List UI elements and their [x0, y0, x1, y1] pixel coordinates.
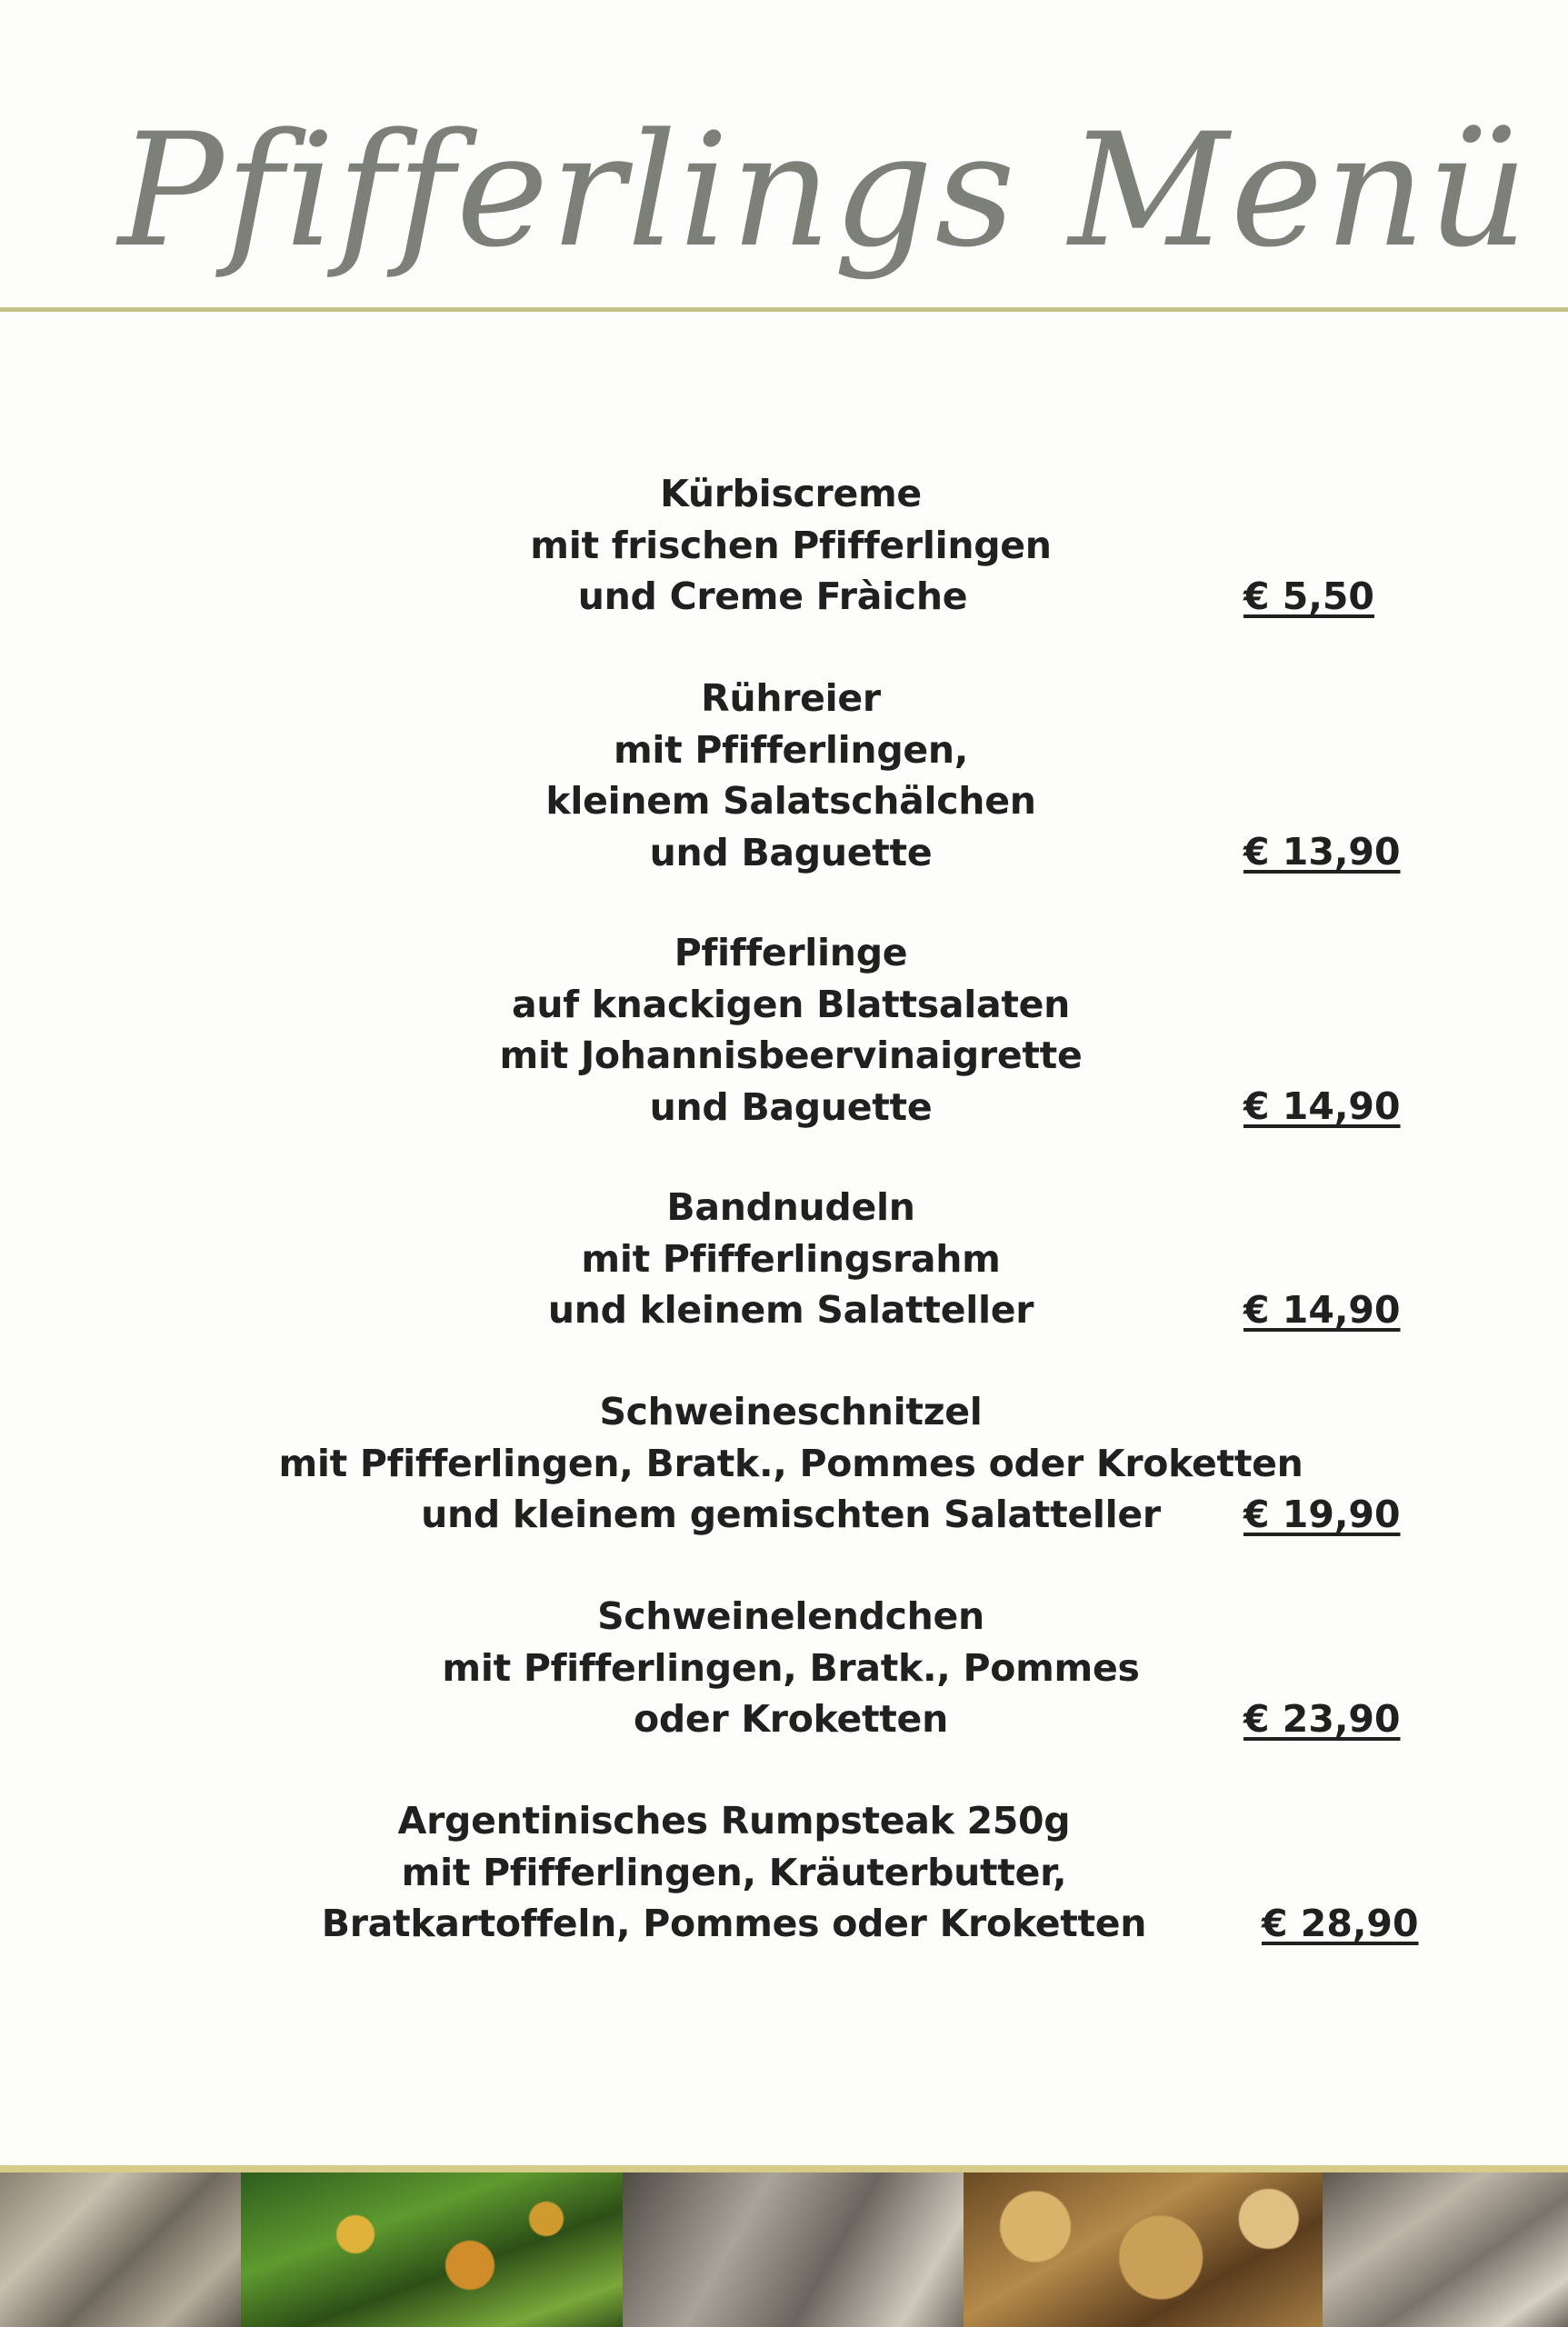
item-name: Schweineschnitzel	[599, 1390, 983, 1433]
menu-item	[273, 1591, 1309, 1745]
item-name: Schweinelendchen	[597, 1594, 984, 1638]
item-price: € 28,90	[1262, 1902, 1419, 1945]
item-description: mit Pfifferlingen, Bratk., Pommes oder Kroketten	[278, 1441, 1303, 1485]
item-description: mit Johannisbeervinaigrette	[499, 1034, 1083, 1077]
menu-item	[273, 1182, 1309, 1336]
menu-item	[223, 1795, 1245, 1950]
item-price: € 19,90	[1243, 1493, 1401, 1536]
item-description: mit frischen Pfifferlingen	[530, 523, 1052, 567]
stone-photo	[1323, 2172, 1568, 2327]
item-description: und Baguette	[649, 830, 933, 874]
item-description: oder Kroketten	[634, 1697, 948, 1741]
item-description: mit Pfifferlingen,	[613, 727, 969, 772]
item-description: und kleinem Salatteller	[547, 1288, 1034, 1332]
item-name: Pfifferlinge	[674, 931, 908, 974]
menu-item	[273, 1386, 1309, 1541]
item-name: Rühreier	[701, 676, 881, 720]
item-price: € 5,50	[1243, 574, 1374, 618]
stone-photo	[0, 2172, 241, 2327]
menu-item	[273, 927, 1309, 1133]
item-price: € 14,90	[1243, 1288, 1401, 1332]
item-description: mit Pfifferlingsrahm	[581, 1236, 1001, 1281]
menu-item	[273, 673, 1309, 878]
stone-photo	[623, 2172, 964, 2327]
salad-photo	[241, 2172, 623, 2327]
item-description: mit Pfifferlingen, Kräuterbutter,	[401, 1850, 1067, 1894]
item-name: Kürbiscreme	[660, 472, 922, 515]
item-price: € 23,90	[1243, 1697, 1401, 1741]
item-description: auf knackigen Blattsalaten	[511, 982, 1071, 1026]
item-price: € 13,90	[1243, 830, 1401, 874]
menu-item	[273, 468, 1309, 623]
item-description: und kleinem gemischten Salatteller	[421, 1493, 1161, 1536]
item-description: Bratkartoffeln, Pommes oder Kroketten	[321, 1902, 1147, 1945]
item-description: kleinem Salatschälchen	[545, 779, 1036, 823]
item-description: mit Pfifferlingen, Bratk., Pommes	[442, 1645, 1140, 1690]
item-name: Argentinisches Rumpsteak 250g	[397, 1799, 1071, 1843]
chanterelle-photo	[964, 2172, 1323, 2327]
menu-header	[0, 0, 1568, 418]
item-description: und Creme Fràiche	[577, 574, 968, 618]
item-price: € 14,90	[1243, 1084, 1401, 1128]
menu-title: Pfifferlings Menü	[118, 99, 1531, 282]
item-name: Bandnudeln	[666, 1185, 915, 1229]
title-rule	[0, 307, 1568, 312]
item-description: und Baguette	[649, 1084, 933, 1129]
